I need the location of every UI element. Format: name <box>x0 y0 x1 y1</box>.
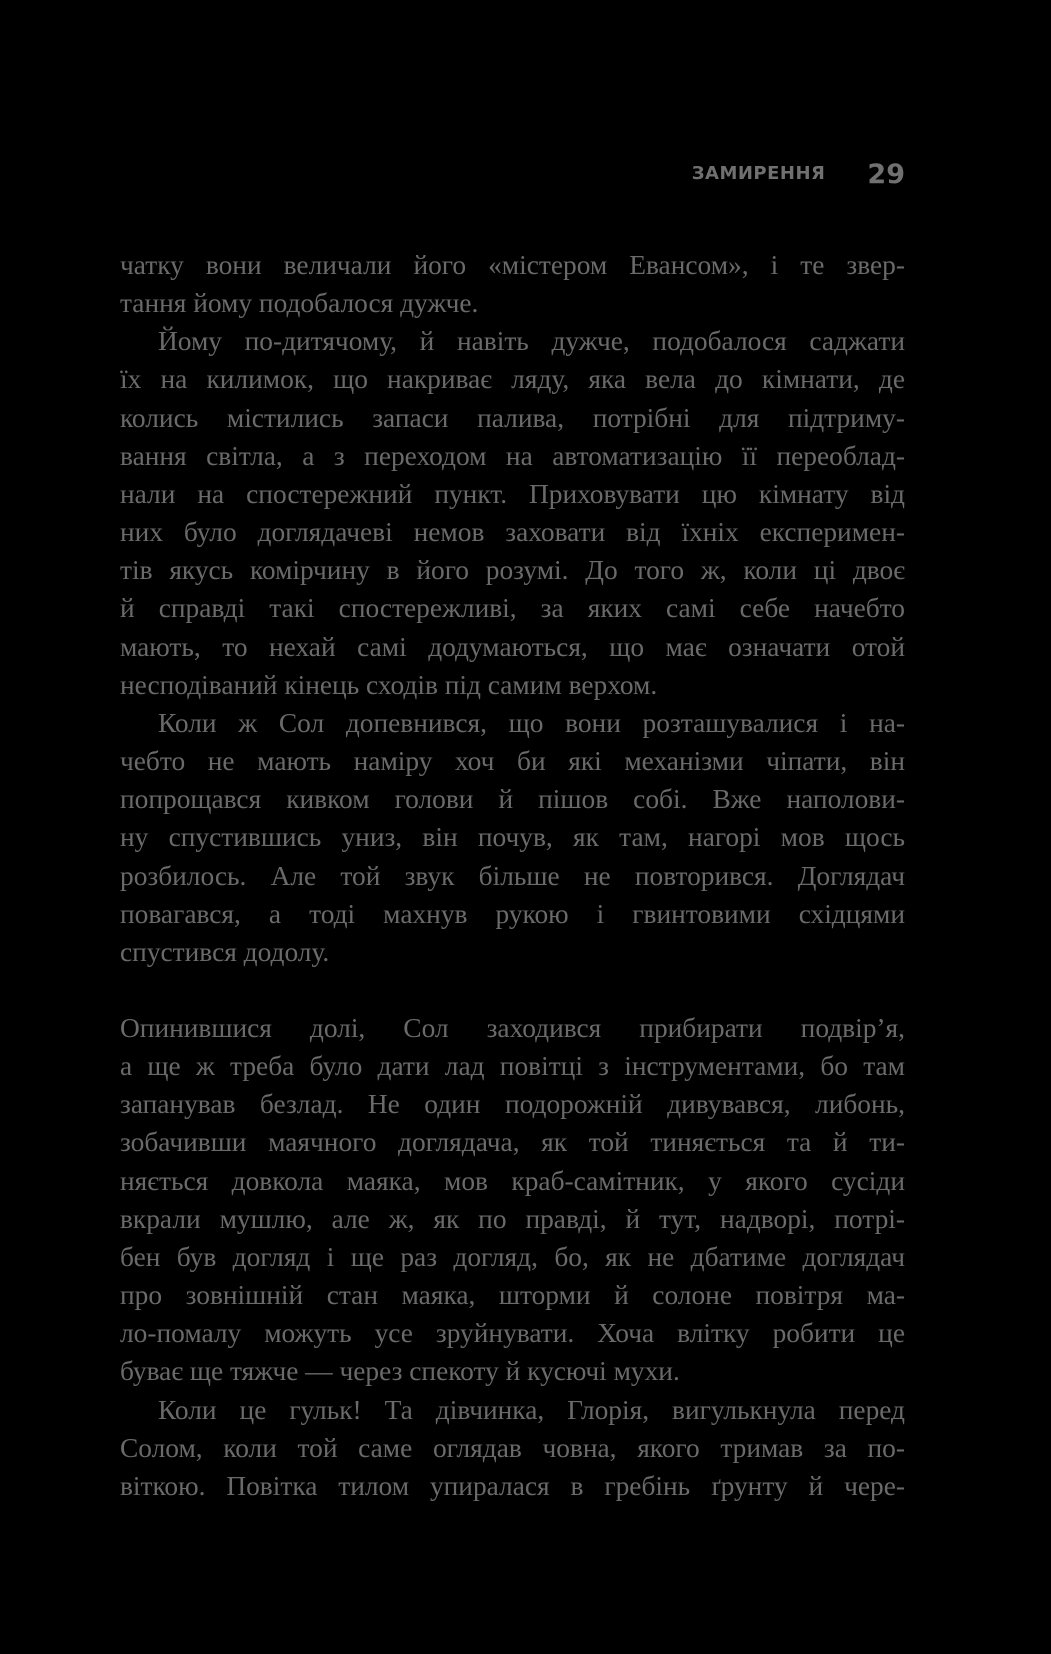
section-break <box>120 971 905 1009</box>
text-line: чебто не мають наміру хоч би які механізми чіпати, він <box>120 746 905 777</box>
text-line: нали на спостережний пункт. Приховувати цю кімнату від <box>120 478 905 509</box>
paragraph <box>120 1009 905 1391</box>
text-line: ло-помалу можуть усе зруйнувати. Хоча влітку робити це <box>120 1318 905 1349</box>
text-line: чатку вони величали його «містером Евансом», і те звер- <box>120 250 905 280</box>
chapter-title: ЗАМИРЕННЯ <box>691 162 826 184</box>
text-line: несподіваний кінець сходів під самим верхом. <box>120 669 658 700</box>
text-line: вкрали мушлю, але ж, як по правді, й тут, надворі, потрі- <box>120 1203 905 1234</box>
text-line: тів якусь комірчину в його розумі. До того ж, коли ці двоє <box>120 555 905 586</box>
text-line: буває ще тяжче — через спекоту й кусючі мухи. <box>120 1356 680 1387</box>
running-header <box>122 158 905 188</box>
text-line: попрощався кивком голови й пішов собі. Вже наполови- <box>120 784 905 815</box>
text-line: віткою. Повітка тилом упиралася в гребінь ґрунту й чере- <box>120 1470 905 1501</box>
text-line: зобачивши маячного доглядача, як той тиняється та й ти- <box>120 1127 905 1158</box>
text-line: повагався, а тоді махнув рукою і гвинтовими східцями <box>120 898 905 929</box>
paragraph <box>120 322 905 704</box>
text-line: й справді такі спостережливі, за яких самі себе начебто <box>120 593 905 624</box>
text-line: а ще ж треба було дати лад повітці з інструментами, бо там <box>120 1051 905 1082</box>
paragraph <box>120 704 905 971</box>
text-line: колись містились запаси палива, потрібні для підтриму- <box>120 402 905 433</box>
paragraph <box>120 246 905 322</box>
body-text <box>120 246 905 1505</box>
text-line: няється довкола маяка, мов краб-самітник, у якого сусіди <box>120 1165 905 1196</box>
text-line: них було доглядачеві немов заховати від їхніх експеримен- <box>120 517 905 548</box>
text-line: Опинившися долі, Сол заходився прибирати подвір’я, <box>120 1012 905 1043</box>
text-line: вання світла, а з переходом на автоматизацію її переоблад- <box>120 440 905 471</box>
text-line: про зовнішній стан маяка, шторми й солоне повітря ма- <box>120 1280 905 1311</box>
text-line: Коли ж Сол допевнився, що вони розташувалися і на- <box>158 707 905 738</box>
text-line: Солом, коли той саме оглядав човна, якого тримав за по- <box>120 1432 905 1463</box>
text-line: розбилось. Але той звук більше не повторився. Доглядач <box>120 860 905 891</box>
text-line: запанував безлад. Не один подорожній дивувався, либонь, <box>120 1089 905 1120</box>
text-line: спустився додолу. <box>120 936 330 967</box>
text-line: Йому по-дитячому, й навіть дужче, подобалося саджати <box>158 326 905 357</box>
text-line: тання йому подобалося дужче. <box>120 288 479 319</box>
page-number: 29 <box>867 158 905 190</box>
text-line: їх на килимок, що накриває ляду, яка вела до кімнати, де <box>120 364 905 395</box>
text-line: Коли це гульк! Та дівчинка, Глорія, вигулькнула перед <box>158 1394 905 1425</box>
text-line: бен був догляд і ще раз догляд, бо, як не дбатиме доглядач <box>120 1241 905 1272</box>
text-line: ну спустившись униз, він почув, як там, нагорі мов щось <box>120 822 905 853</box>
text-line: мають, то нехай самі додумаються, що має означати отой <box>120 631 905 662</box>
paragraph <box>120 1391 905 1505</box>
